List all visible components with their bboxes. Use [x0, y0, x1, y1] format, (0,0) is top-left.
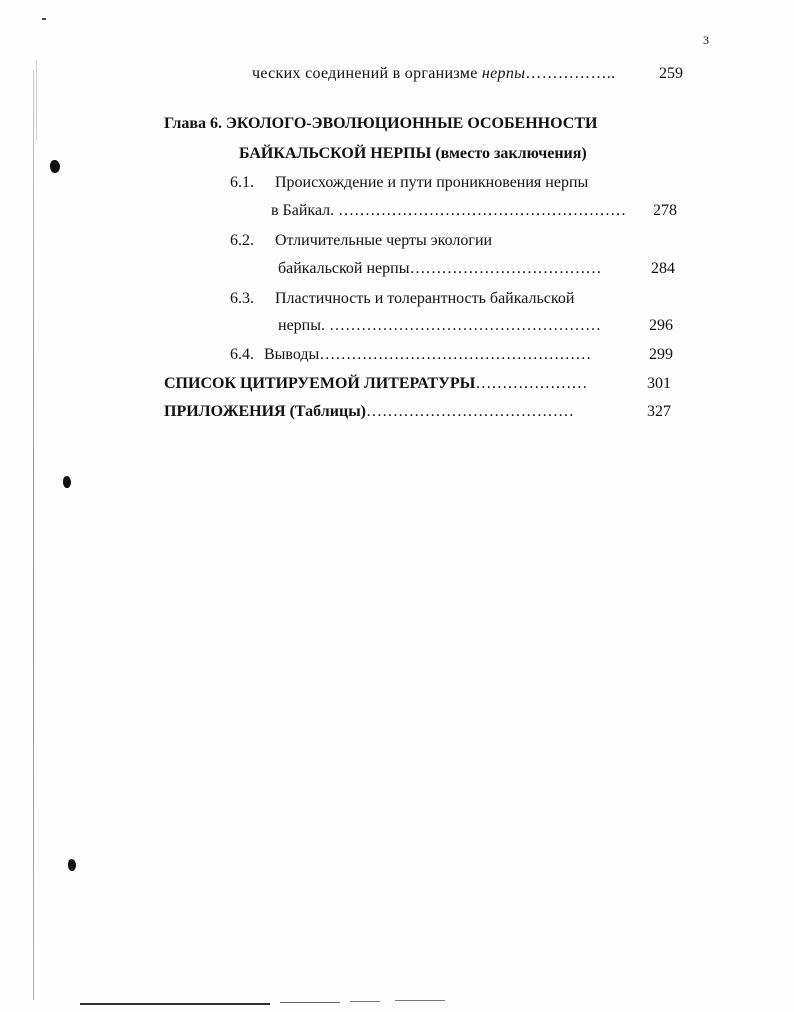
toc-leader-dots: …………….. — [525, 65, 616, 82]
toc-page-number: 296 — [649, 317, 673, 334]
bottom-edge-line — [350, 1001, 380, 1002]
toc-entry-text: ческих соединений в организме — [252, 65, 482, 82]
punch-hole-mark — [63, 476, 71, 488]
toc-leader-dots: ………………… — [475, 375, 588, 392]
toc-leader-dots: ………………………………… — [366, 403, 575, 420]
section-title: Происхождение и пути проникновения нерпы — [275, 174, 589, 191]
section-title-continued: нерпы. …………………………………………… — [278, 317, 601, 334]
section-number: 6.4. — [230, 346, 254, 363]
bottom-edge-line — [80, 1003, 270, 1005]
punch-hole-mark — [50, 160, 60, 173]
binding-edge-line — [33, 70, 34, 1000]
appendix-label: ПРИЛОЖЕНИЯ (Таблицы) — [164, 403, 367, 420]
toc-page-number: 301 — [647, 375, 671, 392]
bottom-edge-line — [395, 1000, 445, 1001]
binding-edge-line-secondary — [36, 60, 37, 140]
toc-entry-appendix — [164, 402, 574, 422]
section-title: Отличительные черты экологии — [275, 232, 493, 249]
bottom-edge-line — [280, 1002, 340, 1003]
page-number: 3 — [703, 33, 709, 47]
section-title: Пластичность и толерантность байкальской — [275, 290, 575, 307]
section-number: 6.2. — [230, 232, 254, 249]
section-number: 6.1. — [230, 174, 254, 191]
references-label: СПИСОК ЦИТИРУЕМОЙ ЛИТЕРАТУРЫ — [164, 375, 476, 392]
toc-entry-continuation — [252, 64, 615, 84]
punch-hole-mark — [68, 859, 76, 871]
section-title: Выводы…………………………………………… — [264, 346, 592, 363]
section-title-continued: в Байкал. ……………………………………………… — [271, 202, 627, 219]
toc-entry-italic-word: нерпы — [481, 65, 526, 82]
scan-mark — [42, 18, 46, 20]
toc-page-number: 259 — [659, 65, 683, 82]
chapter-heading: Глава 6. ЭКОЛОГО-ЭВОЛЮЦИОННЫЕ ОСОБЕННОСТИ — [164, 115, 598, 132]
toc-page-number: 284 — [651, 260, 675, 277]
toc-entry-references — [164, 374, 587, 394]
section-title-continued: байкальской нерпы……………………………… — [278, 260, 602, 277]
toc-page-number: 278 — [653, 202, 677, 219]
toc-page-number: 327 — [647, 403, 671, 420]
toc-page-number: 299 — [649, 346, 673, 363]
section-number: 6.3. — [230, 290, 254, 307]
chapter-heading-continued: БАЙКАЛЬСКОЙ НЕРПЫ (вместо заключения) — [239, 145, 587, 162]
